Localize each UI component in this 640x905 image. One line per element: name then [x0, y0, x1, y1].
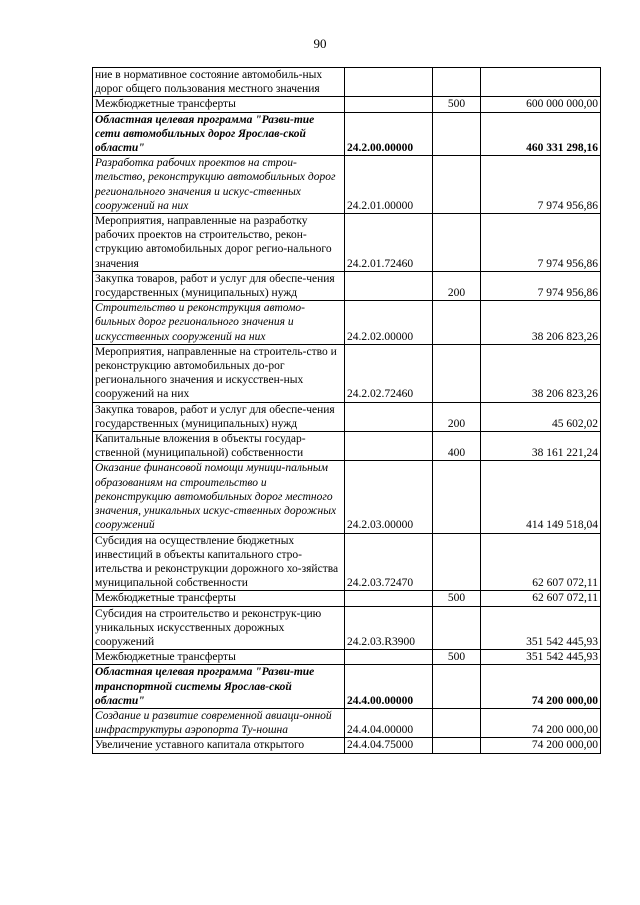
- row-amount-cell: 38 161 221,24: [481, 432, 601, 461]
- row-name-cell: Субсидия на строительство и реконструк-цию уникальных искусственных дорожных сооружений: [93, 606, 345, 650]
- row-amount-cell: 74 200 000,00: [481, 738, 601, 753]
- row-amount-cell: 600 000 000,00: [481, 97, 601, 112]
- budget-table: [92, 67, 601, 754]
- row-amount-cell: 45 602,02: [481, 402, 601, 431]
- row-code-cell: 24.2.03.72470: [345, 533, 433, 591]
- row-name-cell: Строительство и реконструкция автомо-бильных дорог регионального значения и искусственных сооружений на них: [93, 301, 345, 345]
- row-expense-type-cell: 200: [433, 402, 481, 431]
- subprogram-row: [93, 301, 601, 345]
- row-amount-cell: 74 200 000,00: [481, 708, 601, 737]
- row-code-cell: 24.2.02.00000: [345, 301, 433, 345]
- row-expense-type-cell: [433, 301, 481, 345]
- row-code-cell: [345, 97, 433, 112]
- row-expense-type-cell: [433, 665, 481, 709]
- row-name-cell: Оказание финансовой помощи муници-пальным образованиям на строительство и реконструкцию автомобильных дорог местного значения, уникальных искус-ственных дорожных сооружений: [93, 461, 345, 533]
- table-row: [93, 214, 601, 272]
- row-expense-type-cell: 500: [433, 97, 481, 112]
- row-amount-cell: 62 607 072,11: [481, 591, 601, 606]
- row-expense-type-cell: [433, 112, 481, 156]
- row-expense-type-cell: [433, 533, 481, 591]
- row-expense-type-cell: [433, 344, 481, 402]
- row-code-cell: 24.2.03.00000: [345, 461, 433, 533]
- subprogram-row: [93, 156, 601, 214]
- row-expense-type-cell: 200: [433, 271, 481, 300]
- row-name-cell: Закупка товаров, работ и услуг для обеспе-чения государственных (муниципальных) нужд: [93, 271, 345, 300]
- row-name-cell: Межбюджетные трансферты: [93, 650, 345, 665]
- row-name-cell: Межбюджетные трансферты: [93, 591, 345, 606]
- row-amount-cell: 38 206 823,26: [481, 301, 601, 345]
- row-expense-type-cell: [433, 68, 481, 97]
- row-code-cell: [345, 68, 433, 97]
- row-code-cell: 24.2.01.72460: [345, 214, 433, 272]
- row-expense-type-cell: [433, 461, 481, 533]
- row-amount-cell: 351 542 445,93: [481, 650, 601, 665]
- row-expense-type-cell: 400: [433, 432, 481, 461]
- row-name-cell: Областная целевая программа "Разви-тие сети автомобильных дорог Ярослав-ской области": [93, 112, 345, 156]
- row-code-cell: 24.2.00.00000: [345, 112, 433, 156]
- row-code-cell: 24.4.04.00000: [345, 708, 433, 737]
- row-code-cell: 24.2.03.R3900: [345, 606, 433, 650]
- row-name-cell: Увеличение уставного капитала открытого: [93, 738, 345, 753]
- row-amount-cell: 62 607 072,11: [481, 533, 601, 591]
- row-expense-type-cell: [433, 606, 481, 650]
- row-amount-cell: 460 331 298,16: [481, 112, 601, 156]
- row-code-cell: [345, 432, 433, 461]
- row-name-cell: Субсидия на осуществление бюджетных инвестиций в объекты капитального стро-ительства и реконструкции дорожного хо-зяйства муниципальной собственности: [93, 533, 345, 591]
- row-expense-type-cell: [433, 156, 481, 214]
- row-code-cell: 24.4.00.00000: [345, 665, 433, 709]
- row-amount-cell: 7 974 956,86: [481, 156, 601, 214]
- row-amount-cell: 7 974 956,86: [481, 271, 601, 300]
- table-row: [93, 533, 601, 591]
- table-row: [93, 432, 601, 461]
- table-row: [93, 271, 601, 300]
- table-row: [93, 606, 601, 650]
- row-name-cell: Областная целевая программа "Разви-тие транспортной системы Ярослав-ской области": [93, 665, 345, 709]
- row-code-cell: [345, 271, 433, 300]
- row-code-cell: [345, 650, 433, 665]
- row-expense-type-cell: 500: [433, 650, 481, 665]
- row-amount-cell: 74 200 000,00: [481, 665, 601, 709]
- table-row: [93, 650, 601, 665]
- row-code-cell: [345, 402, 433, 431]
- program-row: [93, 665, 601, 709]
- row-expense-type-cell: [433, 708, 481, 737]
- table-row: [93, 591, 601, 606]
- row-name-cell: ние в нормативное состояние автомобиль-ных дорог общего пользования местного значения: [93, 68, 345, 97]
- subprogram-row: [93, 461, 601, 533]
- row-amount-cell: [481, 68, 601, 97]
- program-row: [93, 112, 601, 156]
- table-row: [93, 97, 601, 112]
- table-row: [93, 738, 601, 753]
- row-code-cell: 24.4.04.75000: [345, 738, 433, 753]
- row-name-cell: Межбюджетные трансферты: [93, 97, 345, 112]
- row-code-cell: [345, 591, 433, 606]
- row-name-cell: Закупка товаров, работ и услуг для обеспе-чения государственных (муниципальных) нужд: [93, 402, 345, 431]
- row-name-cell: Разработка рабочих проектов на строи-тельство, реконструкцию автомобильных дорог регионального значения и искус-ственных сооружений на них: [93, 156, 345, 214]
- table-row: [93, 402, 601, 431]
- row-amount-cell: 351 542 445,93: [481, 606, 601, 650]
- row-name-cell: Мероприятия, направленные на разработку рабочих проектов на строительство, рекон-струкцию автомобильных дорог регио-нального значения: [93, 214, 345, 272]
- row-name-cell: Мероприятия, направленные на строитель-ство и реконструкцию автомобильных до-рог регионального значения и искусствен-ных сооружений на них: [93, 344, 345, 402]
- row-code-cell: 24.2.02.72460: [345, 344, 433, 402]
- page-number: 90: [313, 36, 327, 51]
- table-row: [93, 344, 601, 402]
- table-row: [93, 68, 601, 97]
- row-amount-cell: 414 149 518,04: [481, 461, 601, 533]
- row-amount-cell: 7 974 956,86: [481, 214, 601, 272]
- row-name-cell: Капитальные вложения в объекты государ-ственной (муниципальной) собственности: [93, 432, 345, 461]
- row-expense-type-cell: 500: [433, 591, 481, 606]
- row-code-cell: 24.2.01.00000: [345, 156, 433, 214]
- row-name-cell: Создание и развитие современной авиаци-онной инфраструктуры аэропорта Ту-ношна: [93, 708, 345, 737]
- row-expense-type-cell: [433, 214, 481, 272]
- budget-table-body: [93, 68, 601, 754]
- row-amount-cell: 38 206 823,26: [481, 344, 601, 402]
- row-expense-type-cell: [433, 738, 481, 753]
- subprogram-row: [93, 708, 601, 737]
